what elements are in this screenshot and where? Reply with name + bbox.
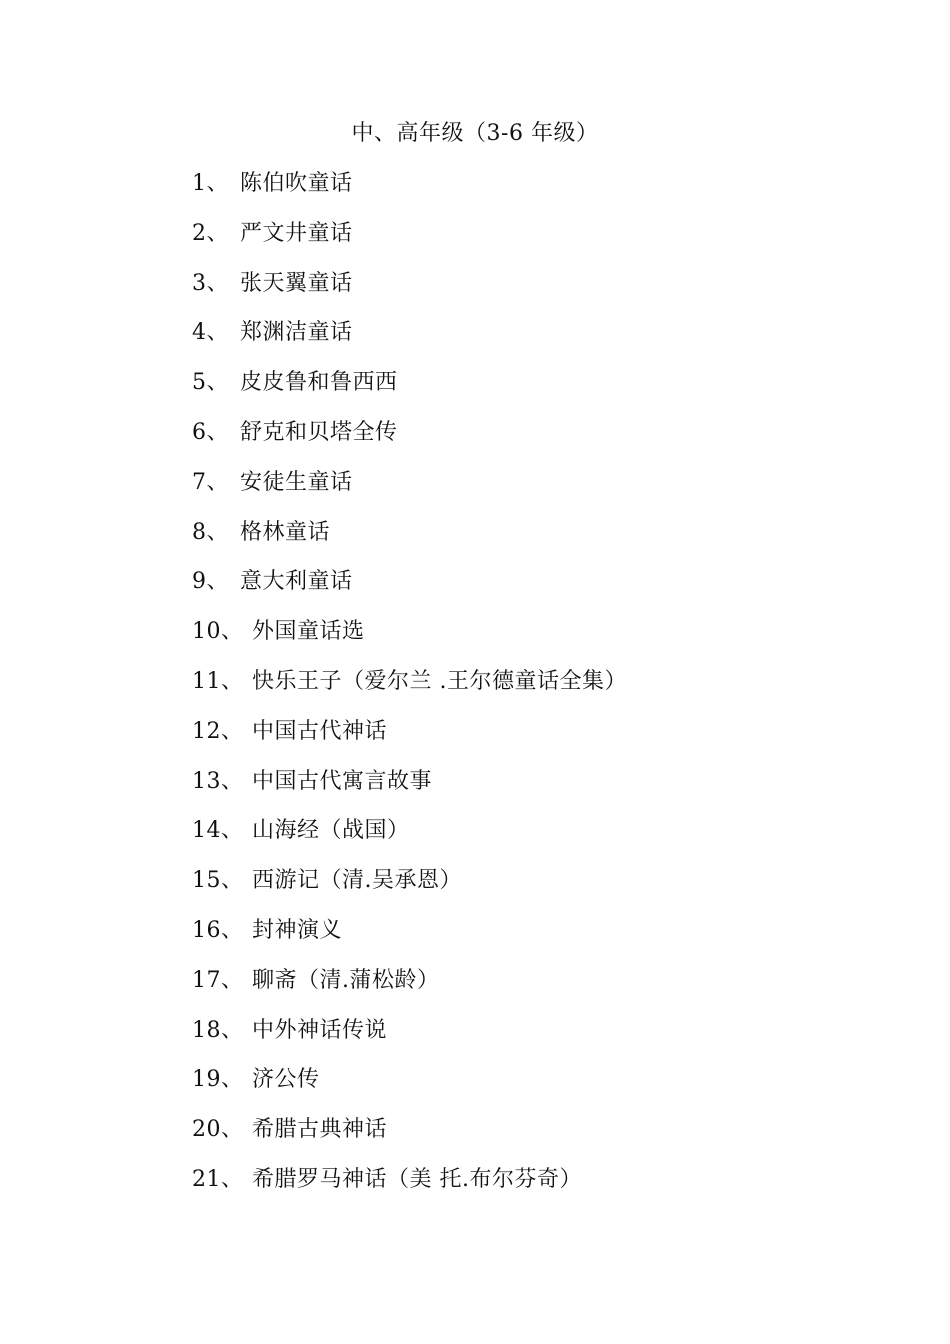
item-number: 18、	[192, 1017, 244, 1043]
book-title: 中国古代神话	[252, 718, 388, 744]
list-item	[192, 166, 627, 216]
list-item	[192, 515, 627, 565]
book-title: 格林童话	[240, 519, 331, 545]
page-title: 中、高年级（3-6 年级）	[351, 121, 599, 146]
list-item	[192, 1013, 627, 1063]
book-title: 山海经（战国）	[252, 818, 410, 844]
list-item	[192, 465, 627, 515]
book-title: 中国古代寓言故事	[252, 768, 433, 794]
item-number: 19、	[192, 1067, 244, 1093]
list-item	[192, 266, 627, 316]
book-title: 皮皮鲁和鲁西西	[240, 370, 398, 396]
item-number: 11、	[192, 668, 244, 694]
book-title: 安徒生童话	[240, 469, 353, 495]
item-number: 5、	[192, 370, 229, 396]
item-number: 3、	[192, 270, 229, 296]
item-number: 14、	[192, 818, 244, 844]
book-list	[192, 166, 627, 1212]
item-number: 17、	[192, 967, 244, 993]
list-item	[192, 564, 627, 614]
list-item	[192, 813, 627, 863]
list-item	[192, 614, 627, 664]
book-title: 聊斋（清.蒲松龄）	[252, 967, 440, 993]
item-number: 12、	[192, 718, 244, 744]
item-number: 15、	[192, 868, 244, 894]
list-item	[192, 1162, 627, 1212]
item-number: 21、	[192, 1166, 244, 1192]
list-item	[192, 415, 627, 465]
book-title: 西游记（清.吴承恩）	[252, 868, 462, 894]
list-item	[192, 664, 627, 714]
item-number: 9、	[192, 569, 229, 595]
item-number: 16、	[192, 917, 244, 943]
item-number: 10、	[192, 619, 244, 645]
list-item	[192, 216, 627, 266]
item-number: 4、	[192, 320, 229, 346]
book-title: 张天翼童话	[240, 270, 353, 296]
list-item	[192, 764, 627, 814]
list-item	[192, 315, 627, 365]
book-title: 济公传	[252, 1067, 320, 1093]
list-item	[192, 714, 627, 764]
list-item	[192, 1062, 627, 1112]
list-item	[192, 913, 627, 963]
book-title: 希腊罗马神话（美 托.布尔芬奇）	[252, 1166, 582, 1192]
item-number: 20、	[192, 1117, 244, 1143]
list-item	[192, 863, 627, 913]
list-item	[192, 963, 627, 1013]
book-title: 郑渊洁童话	[240, 320, 353, 346]
book-title: 严文井童话	[240, 220, 353, 246]
book-title: 封神演义	[252, 917, 343, 943]
item-number: 7、	[192, 469, 229, 495]
item-number: 13、	[192, 768, 244, 794]
list-item	[192, 365, 627, 415]
item-number: 6、	[192, 419, 229, 445]
book-title: 中外神话传说	[252, 1017, 388, 1043]
book-title: 陈伯吹童话	[240, 171, 353, 196]
item-number: 1、	[192, 171, 229, 196]
item-number: 2、	[192, 220, 229, 246]
book-title: 外国童话选	[252, 619, 365, 645]
book-title: 希腊古典神话	[252, 1117, 388, 1143]
book-title: 舒克和贝塔全传	[240, 419, 398, 445]
book-title: 快乐王子（爱尔兰 .王尔德童话全集）	[252, 668, 627, 694]
book-title: 意大利童话	[240, 569, 353, 595]
item-number: 8、	[192, 519, 229, 545]
list-item	[192, 1112, 627, 1162]
